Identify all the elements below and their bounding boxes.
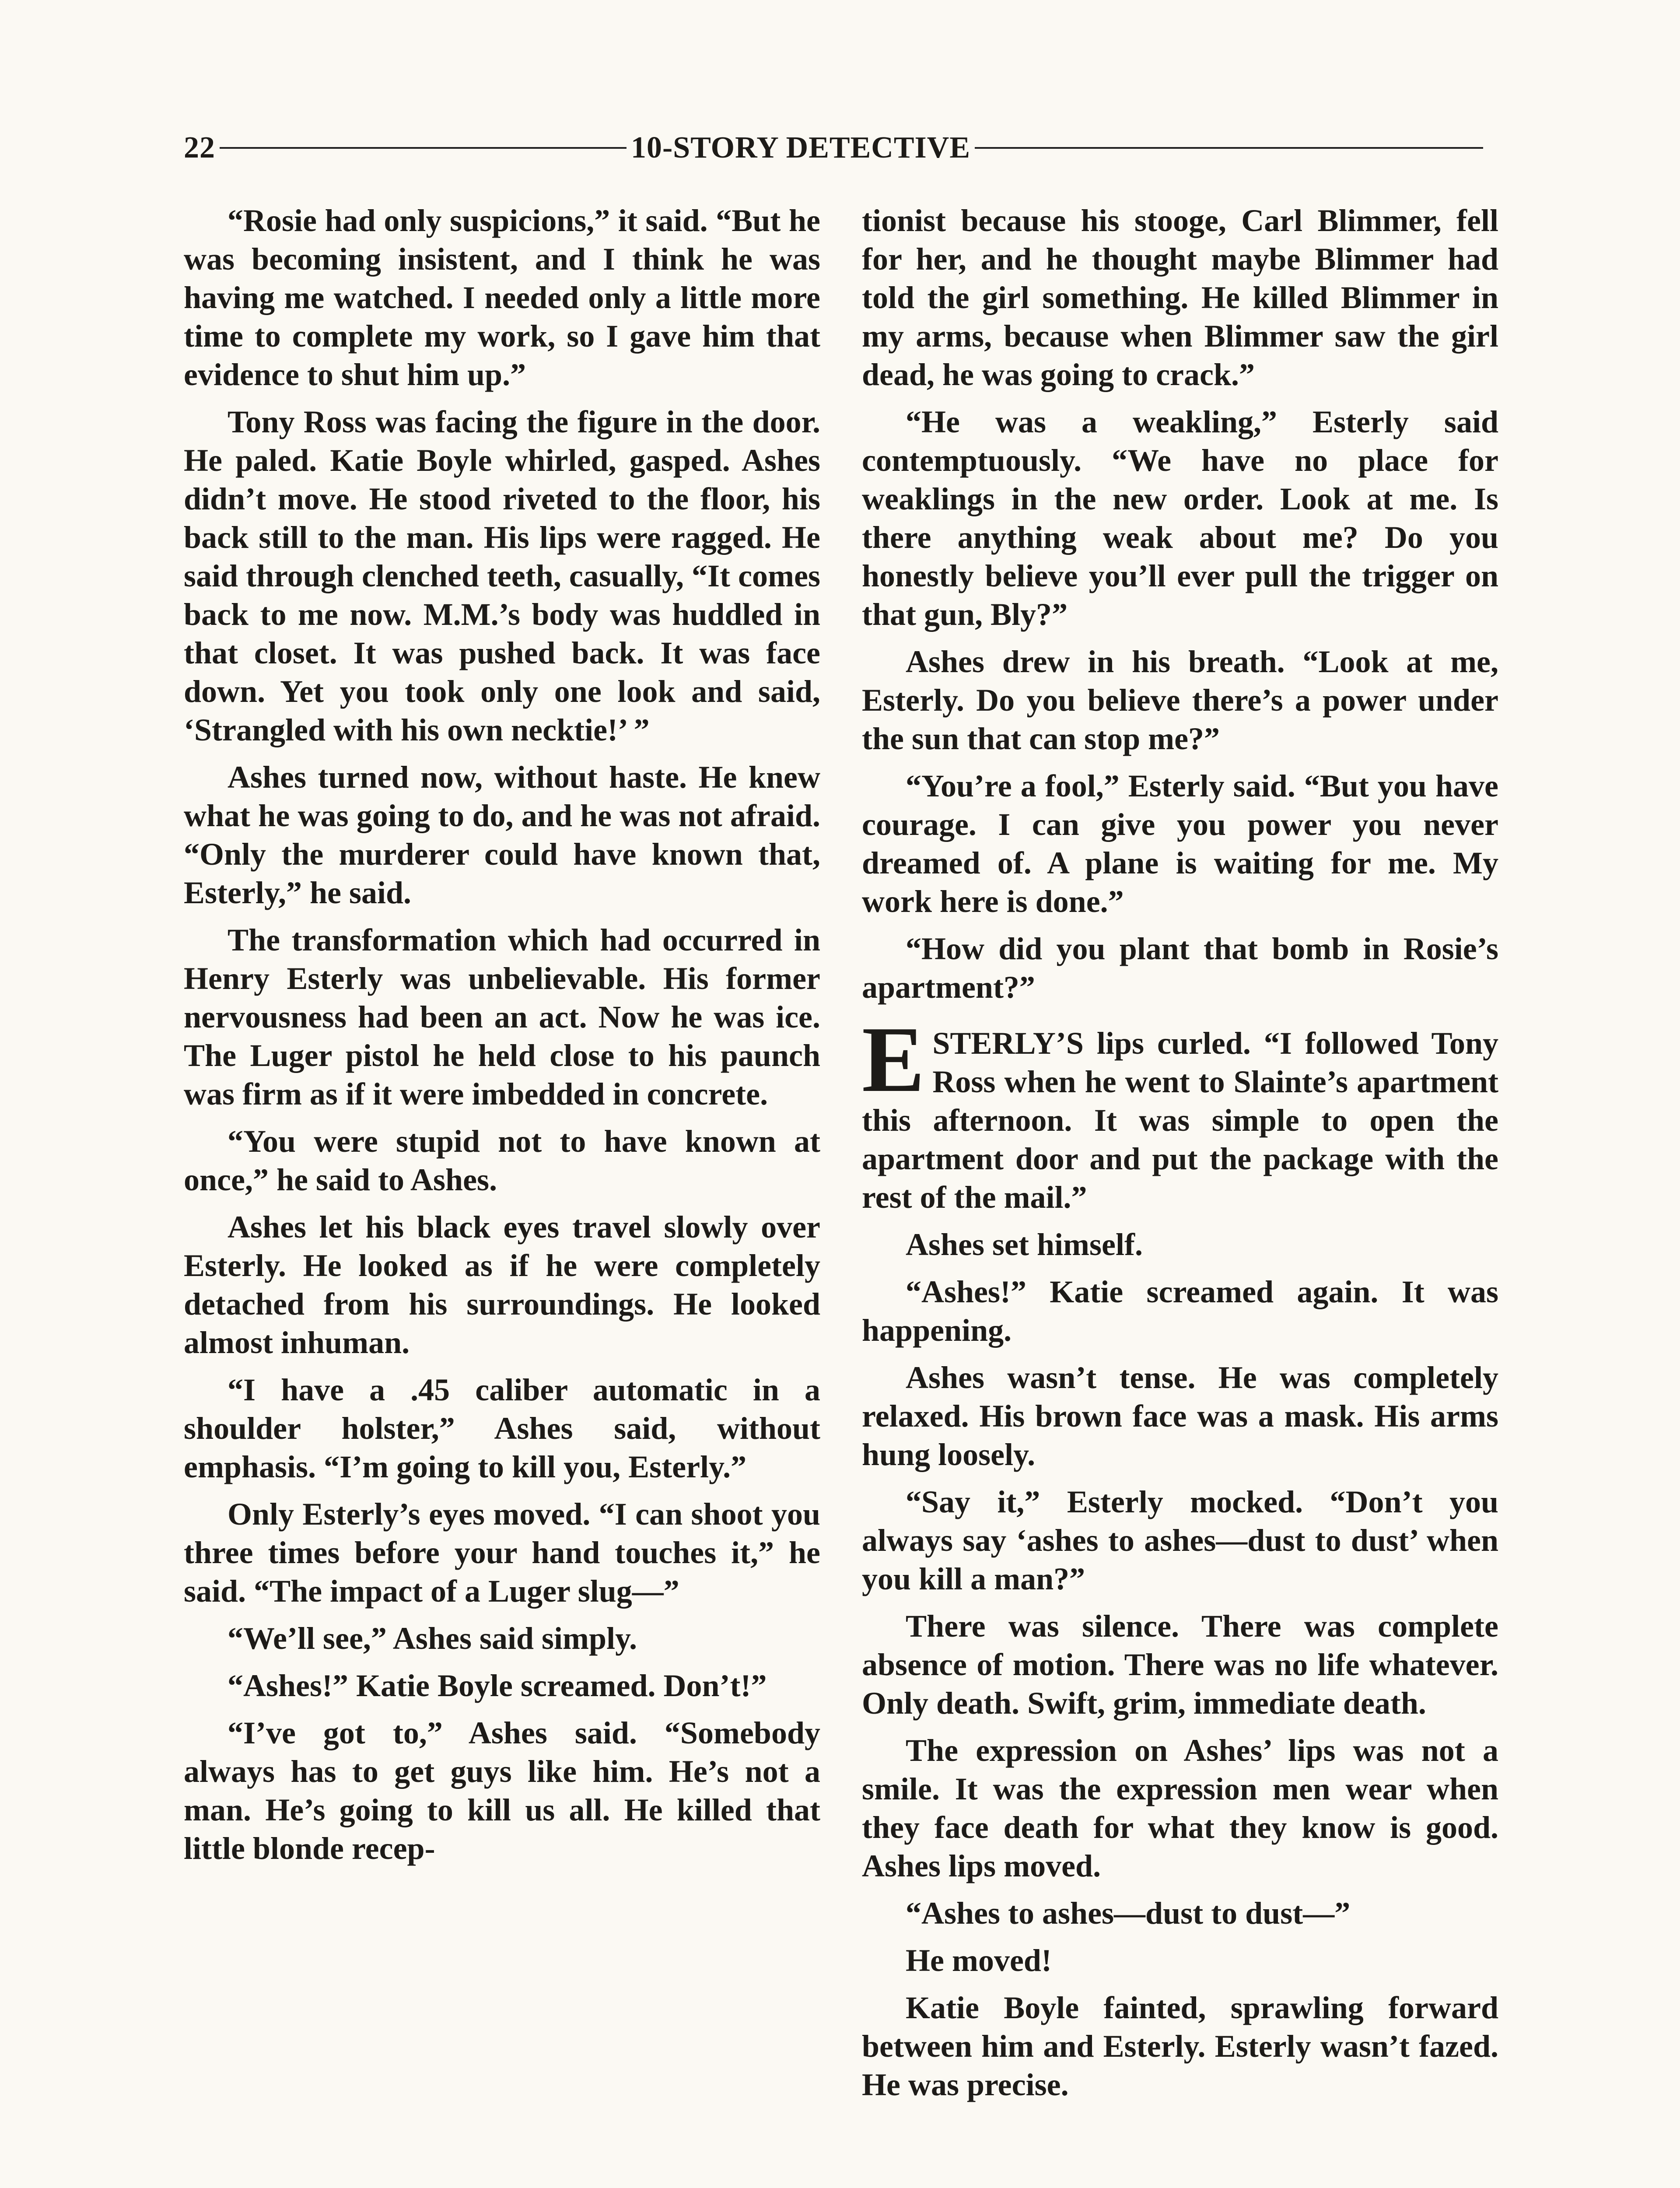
paragraph: He moved!: [906, 1943, 1052, 1978]
paragraph: “We’ll see,” Ashes said simply.: [228, 1621, 637, 1656]
paragraph: The expression on Ashes’ lips was not a smile. It was the expression men wear when they face death for what they know is good. Ashes lips moved.: [862, 1733, 1498, 1883]
paragraph: “Say it,” Esterly mocked. “Don’t you always say ‘ashes to ashes—dust to dust’ when you kill a man?”: [862, 1484, 1498, 1596]
header-rule-left: [220, 147, 626, 149]
paragraph: “I’ve got to,” Ashes said. “Somebody always has to get guys like him. He’s not a man. He’s going to kill us all. He killed that little blonde recep-: [184, 1715, 820, 1866]
paragraph: Ashes let his black eyes travel slowly over Esterly. He looked as if he were completely detached from his surroundings. He looked almost inhuman.: [184, 1210, 820, 1360]
drop-cap-letter: E: [862, 1007, 925, 1112]
magazine-title: 10-STORY DETECTIVE: [631, 131, 971, 165]
left-column: [184, 201, 820, 1876]
paragraph-continuation: tionist because his stooge, Carl Blimmer, fell for her, and he thought maybe Blimmer had told the girl something. He killed Blimmer in my arms, because when Blimmer saw the girl dead, he was going to crack.”: [862, 203, 1498, 392]
paragraph: “You were stupid not to have known at once,” he said to Ashes.: [184, 1124, 820, 1197]
paragraph: “Ashes!” Katie Boyle screamed. Don’t!”: [228, 1668, 767, 1703]
paragraph: “He was a weakling,” Esterly said contemptuously. “We have no place for weaklings in the new order. Look at me. Is there anything weak about me? Do you honestly believe you’ll ever pull the trigger on that gun, Bly?”: [862, 404, 1498, 632]
header-rule-right: [975, 147, 1483, 149]
paragraph: Tony Ross was facing the figure in the door. He paled. Katie Boyle whirled, gasped. Ashes didn’t move. He stood riveted to the floor, his back still to the man. His lips were ragged. He said through clenched teeth, casually, “It comes back to me now. M.M.’s body was huddled in that closet. It was pushed back. It was face down. Yet you took only one look and said, ‘Strangled with his own necktie!’ ”: [184, 404, 820, 747]
paragraph: “You’re a fool,” Esterly said. “But you have courage. I can give you power you never dreamed of. A plane is waiting for me. My work here is done.”: [862, 768, 1498, 919]
paragraph: Ashes set himself.: [906, 1227, 1143, 1262]
paragraph: “How did you plant that bomb in Rosie’s apartment?”: [862, 931, 1498, 1005]
paragraph: “Ashes!” Katie screamed again. It was happening.: [862, 1274, 1498, 1348]
paragraph: Ashes turned now, without haste. He knew what he was going to do, and he was not afraid. “Only the murderer could have known that, Esterly,” he said.: [184, 760, 820, 910]
paragraph: “Rosie had only suspicions,” it said. “But he was becoming insistent, and I think he was having me watched. I needed only a little more time to complete my work, so I gave him that evidence to shut him up.”: [184, 203, 820, 392]
paragraph: Ashes wasn’t tense. He was completely relaxed. His brown face was a mask. His arms hung loosely.: [862, 1360, 1498, 1472]
right-column: [862, 201, 1498, 2113]
paragraph: Only Esterly’s eyes moved. “I can shoot you three times before your hand touches it,” he said. “The impact of a Luger slug—”: [184, 1497, 820, 1609]
paragraph: “I have a .45 caliber automatic in a shoulder holster,” Ashes said, without emphasis. “I’m going to kill you, Esterly.”: [184, 1372, 820, 1484]
dropcap-paragraph: [862, 1007, 1498, 1217]
paragraph: There was silence. There was complete absence of motion. There was no life whatever. Only death. Swift, grim, immediate death.: [862, 1609, 1498, 1721]
page-number: 22: [184, 131, 215, 165]
paragraph: Katie Boyle fainted, sprawling forward between him and Esterly. Esterly wasn’t fazed. He was precise.: [862, 1990, 1498, 2102]
paragraph: The transformation which had occurred in Henry Esterly was unbelievable. His former nervousness had been an act. Now he was ice. The Luger pistol he held close to his paunch was firm as if it were imbedded in concrete.: [184, 922, 820, 1112]
paragraph: “Ashes to ashes—dust to dust—”: [906, 1896, 1351, 1931]
dropcap-paragraph-text: STERLY’S lips curled. “I followed Tony Ross when he went to Slainte’s apartment this afternoon. It was simple to open the apartment door and put the package with the rest of the mail.”: [862, 1026, 1498, 1215]
running-header: [184, 130, 1488, 165]
paragraph: Ashes drew in his breath. “Look at me, Esterly. Do you believe there’s a power under the sun that can stop me?”: [862, 644, 1498, 756]
